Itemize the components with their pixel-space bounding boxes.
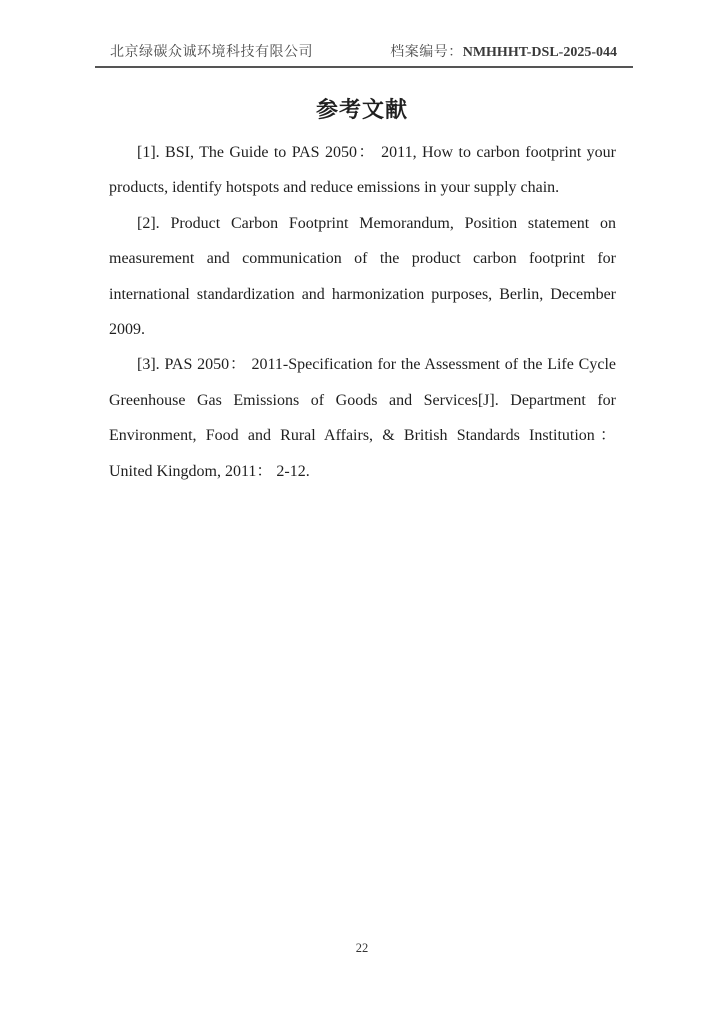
doc-number-field	[390, 44, 617, 62]
header-rule	[95, 66, 633, 68]
page-title: 参考文献	[315, 97, 408, 122]
doc-number: NMHHHT-DSL-2025-044	[462, 45, 617, 60]
reference-item-1: [1]. BSI, The Guide to PAS 2050： 2011, How to carbon footprint your products, identify hotspots and reduce emissions in your supply chain.	[109, 144, 616, 197]
doc-number-label: 档案编号：	[390, 45, 463, 60]
references-section	[109, 135, 616, 489]
company-name: 北京绿碳众诚环境科技有限公司	[110, 45, 313, 60]
page-header	[110, 44, 617, 62]
page-number: 22	[355, 941, 369, 955]
reference-item-3: [3]. PAS 2050： 2011-Specification for the Assessment of the Life Cycle Greenhouse Gas Emissions of Goods and Services[J]. Department for Environment, Food and Rural Affairs, & British Standards Institution： United Kingdom, 2011： 2-12.	[109, 356, 616, 480]
reference-item-2: [2]. Product Carbon Footprint Memorandum, Position statement on measurement and communication of the product carbon footprint for international standardization and harmonization purposes, Berlin, December 2009.	[109, 214, 616, 339]
